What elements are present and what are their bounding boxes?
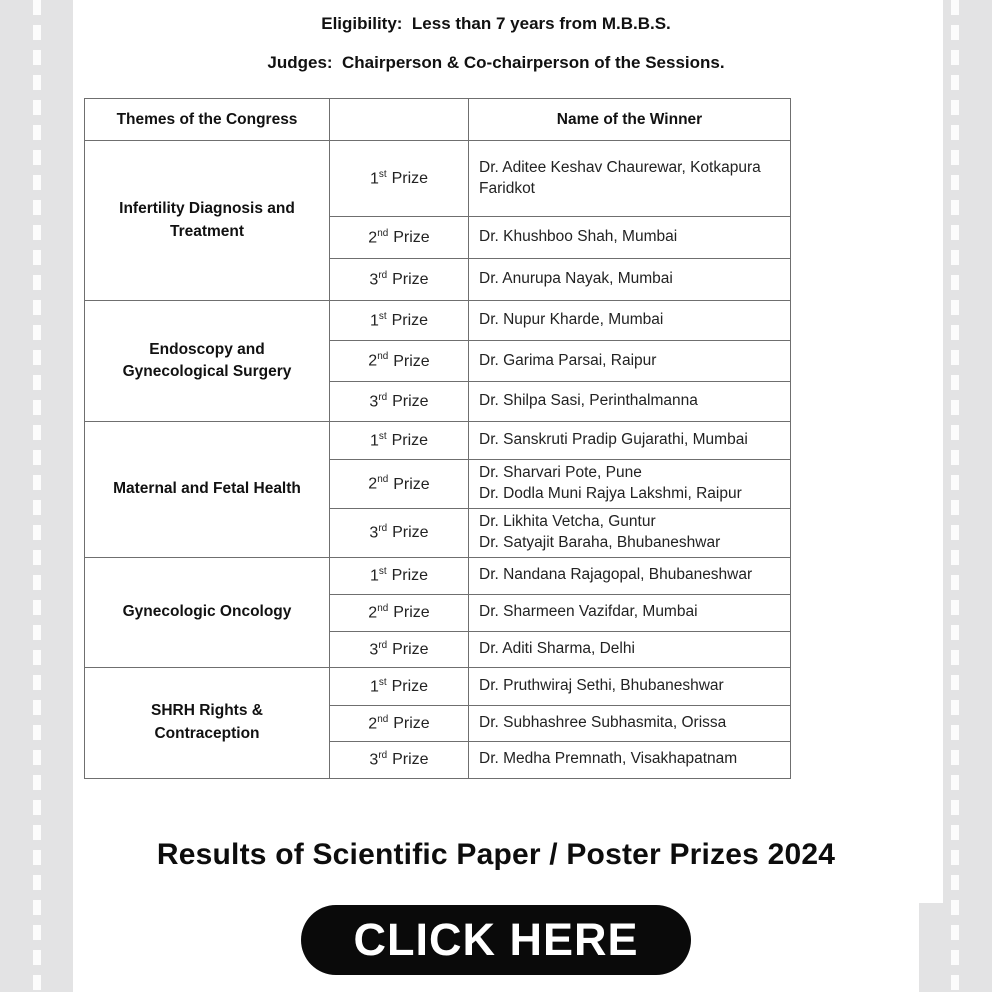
winner-line: Dr. Khushboo Shah, Mumbai xyxy=(479,228,678,246)
prize-cell xyxy=(330,508,469,557)
prize-number: 2 xyxy=(368,604,378,622)
winner-cell xyxy=(469,341,791,382)
winner-line: Dr. Sanskruti Pradip Gujarathi, Mumbai xyxy=(479,431,748,449)
winner-cell xyxy=(469,741,791,778)
winner-line: Dr. Aditi Sharma, Delhi xyxy=(479,639,635,657)
prize-cell xyxy=(330,594,469,631)
theme-cell: Infertility Diagnosis and Treatment xyxy=(85,141,330,301)
prize-ordinal: st xyxy=(378,310,387,322)
winner-line: Dr. Pruthwiraj Sethi, Bhubaneshwar xyxy=(479,676,724,694)
eligibility-text: Eligibility: Less than 7 years from M.B.B.S. xyxy=(321,14,671,33)
prize-ordinal: st xyxy=(378,566,387,578)
prize-word: Prize xyxy=(391,170,429,188)
prize-ordinal: rd xyxy=(378,639,388,651)
winner-cell xyxy=(469,217,791,259)
prize-cell xyxy=(330,259,469,301)
prize-number: 1 xyxy=(369,170,379,188)
prize-cell xyxy=(330,741,469,778)
winner-line: Dr. Garima Parsai, Raipur xyxy=(479,351,657,369)
prize-number: 3 xyxy=(369,271,379,289)
prize-ordinal: nd xyxy=(377,227,389,239)
prize-word: Prize xyxy=(393,604,430,622)
winner-cell xyxy=(469,422,791,460)
winner-line: Dr. Shilpa Sasi, Perinthalmanna xyxy=(479,392,698,410)
winner-cell xyxy=(469,301,791,341)
winner-cell xyxy=(469,705,791,741)
winner-cell xyxy=(469,557,791,594)
table-row xyxy=(85,557,791,594)
table-row xyxy=(85,141,791,217)
winner-cell xyxy=(469,141,791,217)
winner-cell xyxy=(469,382,791,422)
judges-text: Judges: Chairperson & Co-chairperson of the Sessions. xyxy=(267,53,725,72)
prize-cell xyxy=(330,341,469,382)
winner-cell xyxy=(469,508,791,557)
prize-cell xyxy=(330,667,469,705)
prize-word: Prize xyxy=(392,271,429,289)
intro-block xyxy=(0,14,992,92)
theme-column-header: Themes of the Congress xyxy=(85,99,330,141)
winner-cell xyxy=(469,460,791,509)
prize-number: 3 xyxy=(369,393,379,411)
prize-number: 1 xyxy=(369,567,379,585)
prize-word: Prize xyxy=(391,567,429,585)
winner-line: Dr. Sharmeen Vazifdar, Mumbai xyxy=(479,603,698,621)
winner-cell xyxy=(469,594,791,631)
prize-word: Prize xyxy=(392,393,429,411)
prize-cell xyxy=(330,217,469,259)
prize-number: 1 xyxy=(369,677,379,695)
winner-cell xyxy=(469,259,791,301)
winners-table xyxy=(84,98,791,779)
prize-word: Prize xyxy=(393,714,430,732)
prize-ordinal: st xyxy=(378,168,387,180)
prize-cell xyxy=(330,631,469,667)
prize-word: Prize xyxy=(392,751,429,769)
prize-ordinal: st xyxy=(378,676,387,688)
winner-line: Dr. Anurupa Nayak, Mumbai xyxy=(479,270,673,288)
prize-number: 2 xyxy=(368,475,378,493)
prize-number: 3 xyxy=(369,524,379,542)
prize-cell xyxy=(330,301,469,341)
click-here-button[interactable]: CLICK HERE xyxy=(301,905,691,975)
theme-cell: Maternal and Fetal Health xyxy=(85,422,330,558)
prize-number: 2 xyxy=(368,229,378,247)
winner-line: Dr. Subhashree Subhasmita, Orissa xyxy=(479,713,727,731)
prize-ordinal: rd xyxy=(378,750,388,762)
prize-word: Prize xyxy=(393,475,430,493)
prize-ordinal: nd xyxy=(377,603,389,615)
prize-ordinal: rd xyxy=(378,269,388,281)
prize-number: 1 xyxy=(369,312,379,330)
theme-cell: Endoscopy and Gynecological Surgery xyxy=(85,301,330,422)
prize-ordinal: nd xyxy=(377,474,389,486)
prize-number: 2 xyxy=(368,352,378,370)
theme-cell: SHRH Rights & Contraception xyxy=(85,667,330,778)
prize-column-header xyxy=(330,99,469,141)
results-title: Results of Scientific Paper / Poster Prizes 2024 xyxy=(156,838,836,871)
winner-line: Dr. Likhita Vetcha, Guntur xyxy=(479,512,656,530)
winner-cell xyxy=(469,667,791,705)
theme-cell: Gynecologic Oncology xyxy=(85,557,330,667)
prize-word: Prize xyxy=(391,432,429,450)
prize-number: 2 xyxy=(368,714,378,732)
prize-cell xyxy=(330,557,469,594)
prize-word: Prize xyxy=(392,640,429,658)
table-row xyxy=(85,301,791,341)
page-edge-notch xyxy=(919,903,943,992)
prize-number: 3 xyxy=(369,751,379,769)
prize-ordinal: rd xyxy=(378,391,388,403)
prize-cell xyxy=(330,382,469,422)
table-header-row xyxy=(85,99,791,141)
prize-ordinal: st xyxy=(378,430,387,442)
prize-cell xyxy=(330,460,469,509)
winner-line: Dr. Aditee Keshav Chaurewar, Kotkapura Faridkot xyxy=(479,158,761,197)
prize-cell xyxy=(330,705,469,741)
winner-line: Dr. Nupur Kharde, Mumbai xyxy=(479,311,664,329)
prize-word: Prize xyxy=(393,352,430,370)
prize-cell xyxy=(330,141,469,217)
prize-word: Prize xyxy=(391,677,429,695)
prize-ordinal: nd xyxy=(377,713,389,725)
prize-word: Prize xyxy=(391,312,429,330)
prize-number: 3 xyxy=(369,640,379,658)
prize-word: Prize xyxy=(392,524,429,542)
prize-number: 1 xyxy=(369,432,379,450)
prize-ordinal: rd xyxy=(378,523,388,535)
prize-ordinal: nd xyxy=(377,351,389,363)
winner-line: Dr. Medha Premnath, Visakhapatnam xyxy=(479,750,738,768)
winner-line: Dr. Dodla Muni Rajya Lakshmi, Raipur xyxy=(479,484,742,502)
winner-cell xyxy=(469,631,791,667)
prize-word: Prize xyxy=(393,229,430,247)
table-row xyxy=(85,667,791,705)
table-row xyxy=(85,422,791,460)
winner-column-header: Name of the Winner xyxy=(469,99,791,141)
winner-line: Dr. Sharvari Pote, Pune xyxy=(479,464,642,481)
winner-line: Dr. Nandana Rajagopal, Bhubaneshwar xyxy=(479,566,753,584)
winner-line: Dr. Satyajit Baraha, Bhubaneshwar xyxy=(479,533,721,551)
prize-cell xyxy=(330,422,469,460)
